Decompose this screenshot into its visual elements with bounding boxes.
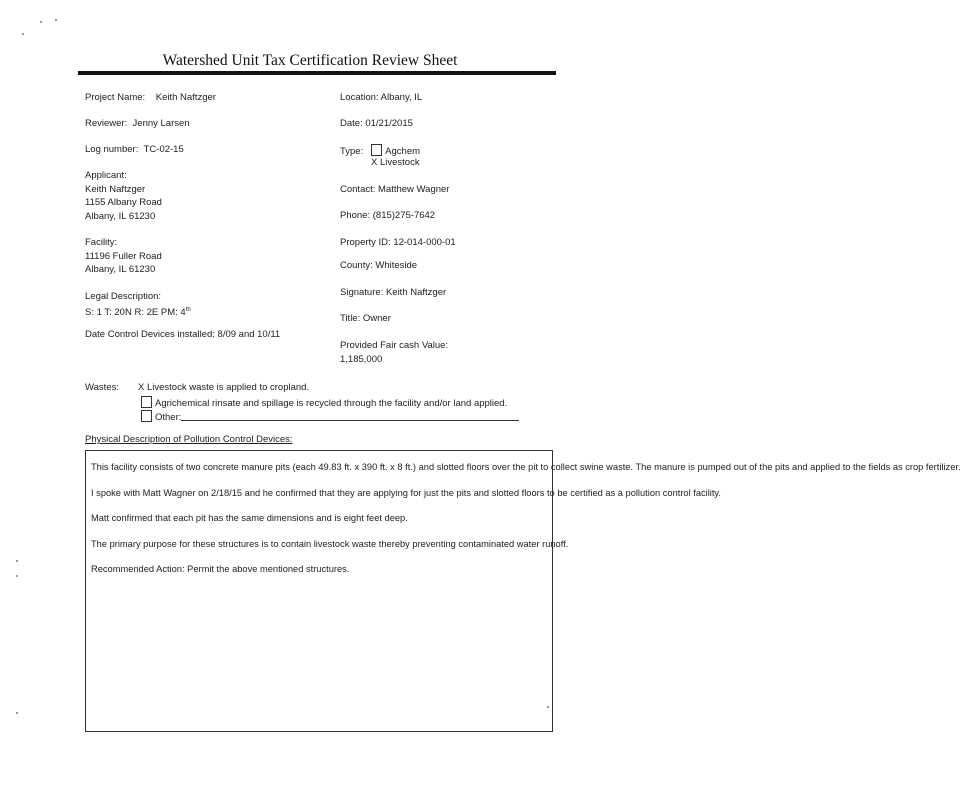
- page-title: Watershed Unit Tax Certification Review Sheet: [162, 52, 458, 69]
- reviewer-row: [85, 118, 190, 129]
- scan-speck: [22, 33, 24, 35]
- applicant-address: 1155 Albany Road: [85, 197, 162, 208]
- reviewer-value: Jenny Larsen: [132, 118, 190, 129]
- date-devices: Date Control Devices installed: 8/09 and 10/11: [85, 329, 281, 340]
- type-agchem: Agchem: [385, 146, 421, 157]
- other-checkbox[interactable]: [141, 410, 152, 422]
- scan-speck: [16, 575, 18, 577]
- type-label: Type:: [340, 146, 364, 157]
- reviewer-label: Reviewer:: [85, 118, 128, 129]
- project-name-label: Project Name:: [85, 92, 146, 103]
- description-paragraph: Matt confirmed that each pit has the same dimensions and is eight feet deep.: [91, 513, 408, 523]
- title-rule: [78, 71, 556, 75]
- project-name-value: Keith Naftzger: [155, 92, 216, 103]
- contact: Contact: Matthew Wagner: [340, 184, 450, 195]
- facility-city: Albany, IL 61230: [85, 264, 156, 275]
- scan-speck: [16, 712, 18, 714]
- legal-block: [85, 290, 191, 319]
- wastes-agchem-row: [141, 396, 507, 409]
- applicant-label: Applicant:: [85, 170, 127, 181]
- fair-cash-value: 1,185,000: [340, 353, 383, 365]
- description-text: [91, 459, 961, 587]
- type-livestock: X Livestock: [371, 157, 420, 168]
- applicant-city: Albany, IL 61230: [85, 210, 156, 222]
- scan-speck: [55, 19, 57, 21]
- facility-address: 11196 Fuller Road: [85, 250, 162, 262]
- legal-label: Legal Description:: [85, 291, 162, 302]
- applicant-name: Keith Naftzger: [85, 183, 146, 195]
- description-paragraph: This facility consists of two concrete manure pits (each 49.83 ft. x 390 ft. x 8 ft.) and slotted floors over the pit to collect swine waste. The manure is pumped out of the pits and applied to the fields as crop fertilizer.: [91, 462, 961, 472]
- signature: Signature: Keith Naftzger: [340, 287, 447, 298]
- wastes-label: Wastes:: [85, 382, 119, 393]
- description-paragraph: The primary purpose for these structures is to contain livestock waste thereby preventing contaminated water runoff.: [91, 538, 569, 549]
- title-role: Title: Owner: [340, 313, 391, 324]
- agrichemical-checkbox[interactable]: [141, 396, 152, 408]
- wastes-livestock: X Livestock waste is applied to cropland.: [138, 382, 310, 393]
- description-box: [85, 450, 961, 732]
- type-row: [340, 144, 420, 157]
- facility-block: [85, 236, 162, 277]
- log-number-value: TC-02-15: [143, 144, 184, 155]
- agchem-checkbox[interactable]: [371, 144, 382, 156]
- facility-label: Facility:: [85, 237, 118, 248]
- log-number-row: [85, 144, 184, 155]
- fair-cash-label: Provided Fair cash Value:: [340, 340, 449, 351]
- wastes-agchem: Agrichemical rinsate and spillage is recycled through the facility and/or land applied.: [155, 398, 508, 409]
- date: Date: 01/21/2015: [340, 118, 413, 129]
- fair-cash-block: [340, 339, 448, 366]
- wastes-other: Other:: [155, 412, 182, 423]
- legal-value: S: 1 T: 20N R: 2E PM: 4: [85, 306, 186, 318]
- county: County: Whiteside: [340, 260, 418, 271]
- description-paragraph: I spoke with Matt Wagner on 2/18/15 and he confirmed that they are applying for just the pits and slotted floors to be certified as a pollution control facility.: [91, 487, 721, 498]
- description-heading: Physical Description of Pollution Control Devices:: [85, 434, 293, 445]
- location: Location: Albany, IL: [340, 92, 423, 103]
- property-id: Property ID: 12-014-000-01: [340, 237, 456, 248]
- scan-speck: [16, 560, 18, 562]
- project-name-row: [85, 92, 216, 103]
- other-blank-line: [181, 411, 519, 421]
- phone: Phone: (815)275-7642: [340, 210, 436, 221]
- legal-superscript: th: [185, 306, 191, 313]
- description-paragraph: Recommended Action: Permit the above mentioned structures.: [91, 564, 350, 574]
- wastes-other-row: [141, 410, 519, 423]
- scan-speck: [40, 21, 42, 23]
- log-number-label: Log number:: [85, 144, 139, 155]
- applicant-block: [85, 169, 162, 223]
